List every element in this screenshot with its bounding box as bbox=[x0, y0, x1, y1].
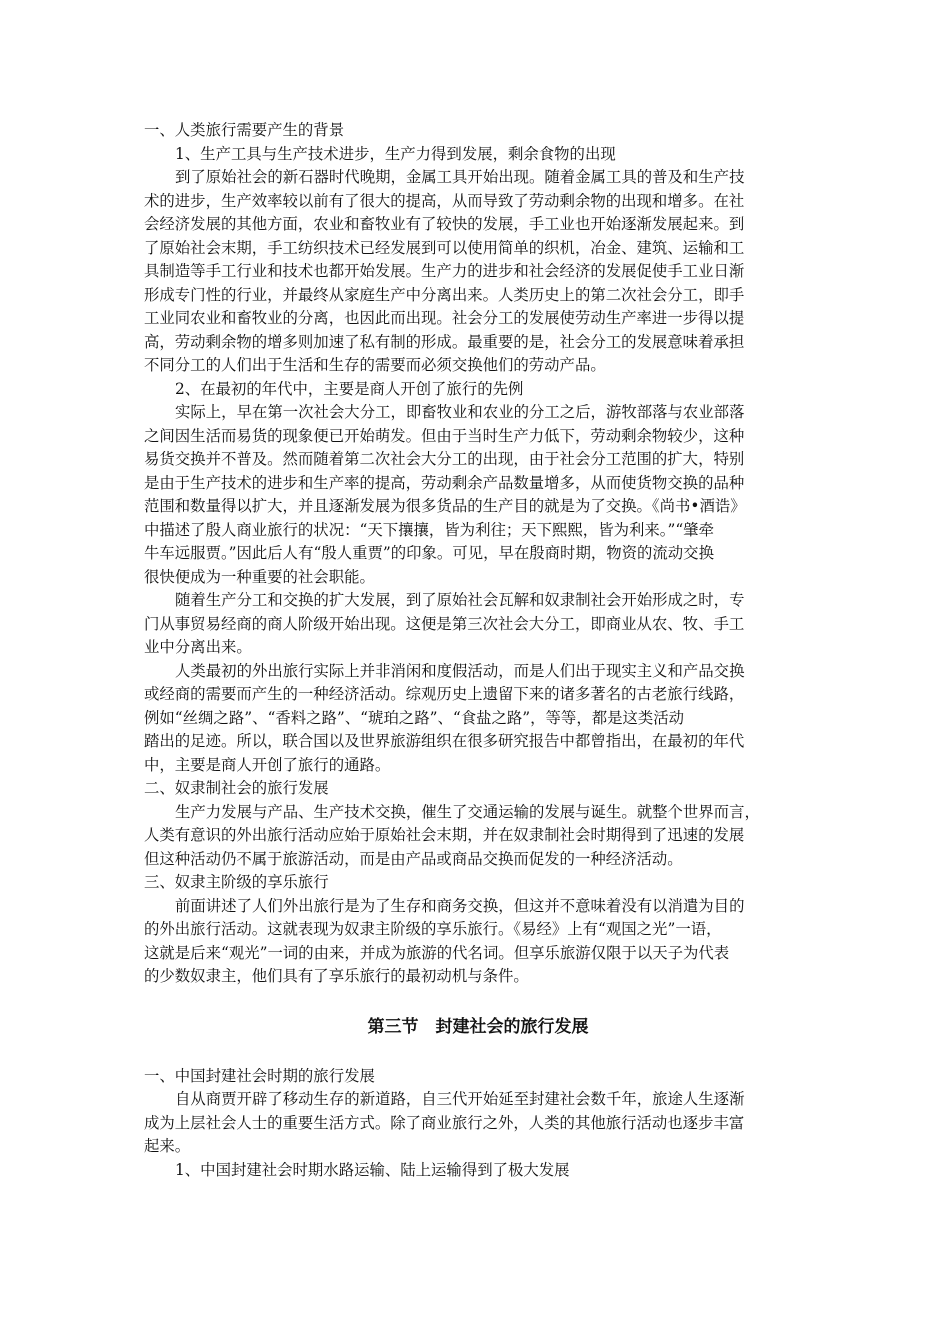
text-line: 起来。 bbox=[144, 1137, 191, 1155]
text-line: 的外出旅行活动。这就表现为奴隶主阶级的享乐旅行。《易经》上有“观国之光”一语， bbox=[144, 920, 722, 938]
text-line: 1、生产工具与生产技术进步，生产力得到发展，剩余食物的出现 bbox=[175, 144, 616, 163]
text-line: 或经商的需要而产生的一种经济活动。综观历史上遗留下来的诸多著名的古老旅行线路， bbox=[144, 685, 745, 703]
text-line: 的少数奴隶主，他们具有了享乐旅行的最初动机与条件。 bbox=[144, 967, 529, 985]
text-line: 前面讲述了人们外出旅行是为了生存和商务交换，但这并不意味着没有以消遣为目的 bbox=[175, 896, 745, 915]
text-line: 2、在最初的年代中，主要是商人开创了旅行的先例 bbox=[175, 379, 524, 398]
text-line: 是由于生产技术的进步和生产率的提高，劳动剩余产品数量增多，从而使货物交换的品种 bbox=[144, 473, 745, 492]
document-page bbox=[144, 119, 812, 1182]
text-line: 范围和数量得以扩大，并且逐渐发展为很多货品的生产目的就是为了交换。《尚书•酒诰》 bbox=[144, 497, 746, 515]
text-line: 成为上层社会人士的重要生活方式。除了商业旅行之外，人类的其他旅行活动也逐步丰富 bbox=[144, 1113, 745, 1132]
text-line: 一、中国封建社会时期的旅行发展 bbox=[144, 1066, 375, 1085]
body-text-block bbox=[144, 1065, 812, 1183]
spacer bbox=[144, 989, 812, 1012]
text-line: 二、奴隶制社会的旅行发展 bbox=[144, 779, 329, 797]
text-line: 三、奴隶主阶级的享乐旅行 bbox=[144, 873, 329, 891]
text-line: 具制造等手工行业和技术也都开始发展。生产力的进步和社会经济的发展促使手工业日渐 bbox=[144, 262, 745, 280]
text-line: 业中分离出来。 bbox=[144, 638, 252, 656]
text-line: 之间因生活而易货的现象便已开始萌发。但由于当时生产力低下，劳动剩余物较少，这种 bbox=[144, 426, 745, 445]
text-line: 高，劳动剩余物的增多则加速了私有制的形成。最重要的是，社会分工的发展意味着承担 bbox=[144, 332, 745, 351]
text-line: 到了原始社会的新石器时代晚期，金属工具开始出现。随着金属工具的普及和生产技 bbox=[175, 168, 745, 186]
text-line: 人类最初的外出旅行实际上并非消闲和度假活动，而是人们出于现实主义和产品交换 bbox=[175, 661, 745, 680]
text-line: 了原始社会末期，手工纺织技术已经发展到可以使用简单的织机，冶金、建筑、运输和工 bbox=[144, 238, 745, 257]
section-title: 第三节 封建社会的旅行发展 bbox=[367, 1016, 589, 1037]
spacer bbox=[144, 1042, 812, 1065]
text-line: 生产力发展与产品、生产技术交换，催生了交通运输的发展与诞生。就整个世界而言， bbox=[175, 802, 760, 821]
text-line: 例如“丝绸之路”、“香料之路”、“琥珀之路”、“食盐之路”，等等，都是这类活动 bbox=[144, 708, 685, 727]
text-line: 中，主要是商人开创了旅行的通路。 bbox=[144, 755, 391, 774]
body-text-block bbox=[144, 119, 812, 989]
text-line: 很快便成为一种重要的社会职能。 bbox=[144, 567, 375, 586]
text-line: 门从事贸易经商的商人阶级开始出现。这便是第三次社会大分工，即商业从农、牧、手工 bbox=[144, 614, 745, 633]
text-line: 1、中国封建社会时期水路运输、陆上运输得到了极大发展 bbox=[175, 1160, 570, 1179]
text-line: 自从商贾开辟了移动生存的新道路，自三代开始延至封建社会数千年，旅途人生逐渐 bbox=[175, 1090, 745, 1108]
text-line: 形成专门性的行业，并最终从家庭生产中分离出来。人类历史上的第二次社会分工，即手 bbox=[144, 285, 745, 304]
text-line: 一、人类旅行需要产生的背景 bbox=[144, 121, 345, 139]
text-line: 牛车远服贾。”因此后人有“殷人重贾”的印象。可见，早在殷商时期，物资的流动交换 bbox=[144, 544, 714, 562]
text-line: 中描述了殷人商业旅行的状况：“天下攘攘，皆为利往；天下熙熙，皆为利来。”“肇牵 bbox=[144, 520, 714, 539]
text-line: 实际上，早在第一次社会大分工，即畜牧业和农业的分工之后，游牧部落与农业部落 bbox=[175, 403, 745, 421]
text-line: 但这种活动仍不属于旅游活动，而是由产品或商品交换而促发的一种经济活动。 bbox=[144, 849, 683, 868]
text-line: 这就是后来“观光”一词的由来，并成为旅游的代名词。但享乐旅游仅限于以天子为代表 bbox=[144, 943, 730, 962]
text-line: 人类有意识的外出旅行活动应始于原始社会末期，并在奴隶制社会时期得到了迅速的发展 bbox=[144, 826, 745, 844]
text-line: 不同分工的人们出于生活和生存的需要而必须交换他们的劳动产品。 bbox=[144, 356, 606, 374]
text-line: 工业同农业和畜牧业的分离，也因此而出现。社会分工的发展使劳动生产率进一步得以提 bbox=[144, 309, 745, 327]
text-line: 踏出的足迹。所以，联合国以及世界旅游组织在很多研究报告中都曾指出，在最初的年代 bbox=[144, 732, 745, 750]
text-line: 随着生产分工和交换的扩大发展，到了原始社会瓦解和奴隶制社会开始形成之时，专 bbox=[175, 591, 745, 609]
text-line: 会经济发展的其他方面，农业和畜牧业有了较快的发展，手工业也开始逐渐发展起来。到 bbox=[144, 215, 745, 233]
text-line: 易货交换并不普及。然而随着第二次社会大分工的出现，由于社会分工范围的扩大，特别 bbox=[144, 450, 745, 468]
text-line: 术的进步，生产效率较以前有了很大的提高，从而导致了劳动剩余物的出现和增多。在社 bbox=[144, 191, 745, 210]
